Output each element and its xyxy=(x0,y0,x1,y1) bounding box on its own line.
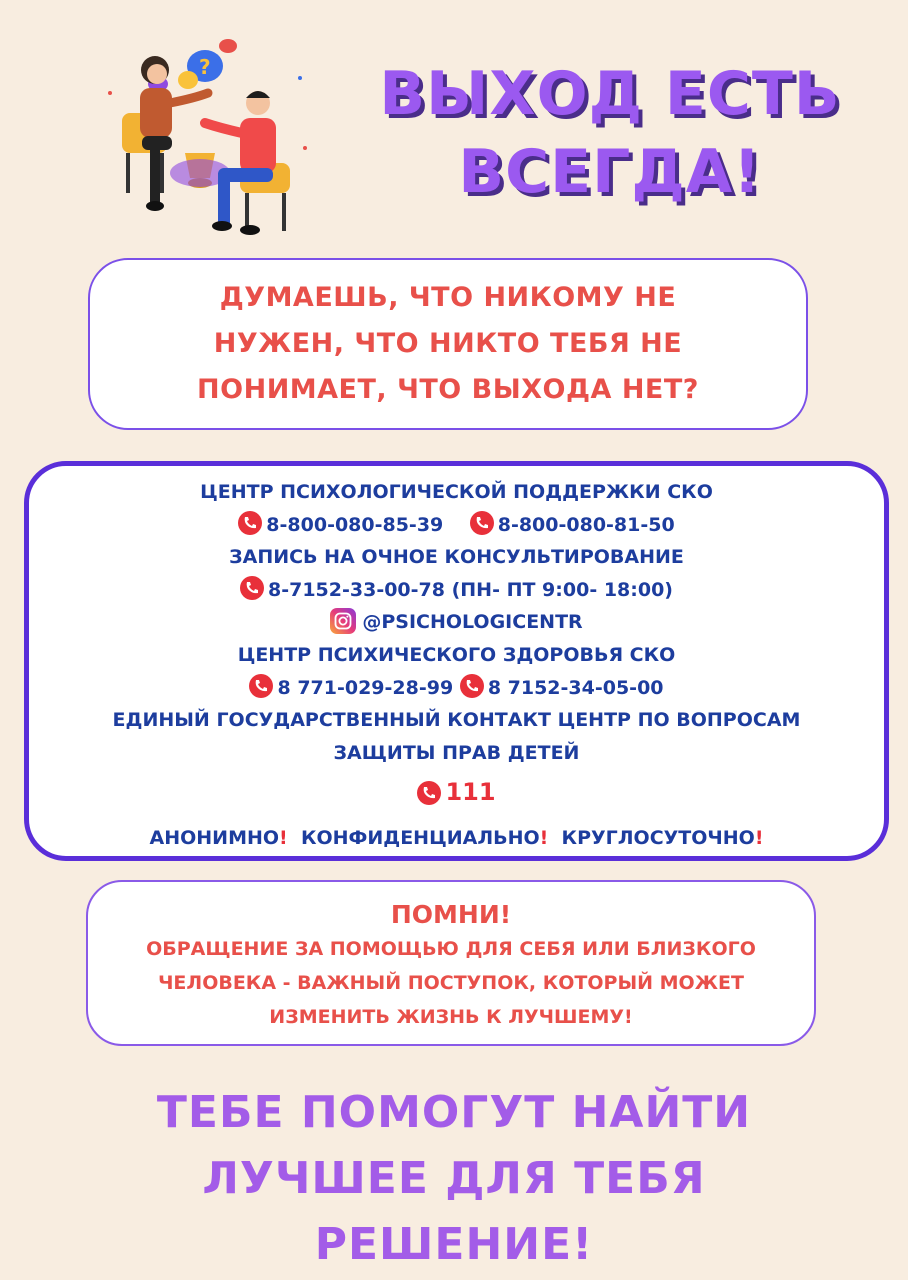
headline-line1: ВЫХОД ЕСТЬ xyxy=(379,59,841,129)
center2-phone1-link[interactable]: 8 771-029-28-99 xyxy=(277,676,454,699)
appointment-phone-link[interactable]: 8-7152-33-00-78 (ПН- ПТ 9:00- 18:00) xyxy=(268,578,673,601)
center2-phones xyxy=(29,672,884,705)
remember-line-2: ЧЕЛОВЕКА - ВАЖНЫЙ ПОСТУПОК, КОТОРЫЙ МОЖЕТ xyxy=(158,972,744,994)
tag-confidential: КОНФИДЕНЦИАЛЬНО xyxy=(300,827,540,850)
question-line-2: НУЖЕН, ЧТО НИКТО ТЕБЯ НЕ xyxy=(213,328,683,359)
exclamation: ! xyxy=(539,827,549,850)
tag-24-7: КРУГЛОСУТОЧНО xyxy=(561,827,755,850)
center1-phone1-link[interactable]: 8-800-080-85-39 xyxy=(266,513,444,536)
remember-line-3: ИЗМЕНИТЬ ЖИЗНЬ К ЛУЧШЕМУ! xyxy=(269,1006,633,1028)
phone-icon xyxy=(460,674,484,698)
instagram-icon xyxy=(330,608,356,634)
footer-line-2: ЛУЧШЕЕ ДЛЯ ТЕБЯ xyxy=(202,1153,706,1204)
appointment-phone-row xyxy=(29,574,884,607)
center2-title: ЦЕНТР ПСИХИЧЕСКОГО ЗДОРОВЬЯ СКО xyxy=(237,643,676,666)
center3-phone-row xyxy=(29,769,884,817)
counseling-illustration xyxy=(100,18,330,243)
headline-line2: ВСЕГДА! xyxy=(458,137,762,207)
center3-phone-link[interactable]: 111 xyxy=(445,778,496,807)
svg-text:?: ? xyxy=(199,55,211,79)
remember-box xyxy=(86,880,816,1046)
remember-line-1: ОБРАЩЕНИЕ ЗА ПОМОЩЬЮ ДЛЯ СЕБЯ ИЛИ БЛИЗКОГО xyxy=(146,938,756,960)
question-box xyxy=(88,258,808,430)
headline xyxy=(320,55,900,211)
question-line-1: ДУМАЕШЬ, ЧТО НИКОМУ НЕ xyxy=(219,282,677,313)
remember-title: ПОМНИ! xyxy=(390,900,512,929)
appointment-title: ЗАПИСЬ НА ОЧНОЕ КОНСУЛЬТИРОВАНИЕ xyxy=(229,546,684,569)
footer-message xyxy=(0,1080,908,1278)
question-line-3: ПОНИМАЕТ, ЧТО ВЫХОДА НЕТ? xyxy=(197,374,699,405)
tag-anonymous: АНОНИМНО xyxy=(149,827,280,850)
footer-line-1: ТЕБЕ ПОМОГУТ НАЙТИ xyxy=(156,1087,752,1138)
instagram-row xyxy=(29,606,884,639)
center1-phones xyxy=(29,509,884,542)
center2-phone2-link[interactable]: 8 7152-34-05-00 xyxy=(487,676,664,699)
exclamation: ! xyxy=(754,827,764,850)
phone-icon xyxy=(249,674,273,698)
footer-line-3: РЕШЕНИЕ! xyxy=(314,1219,594,1270)
center1-phone2-link[interactable]: 8-800-080-81-50 xyxy=(497,513,675,536)
center1-title: ЦЕНТР ПСИХОЛОГИЧЕСКОЙ ПОДДЕРЖКИ СКО xyxy=(200,481,713,503)
contacts-box xyxy=(24,461,889,861)
phone-icon xyxy=(240,576,264,600)
instagram-link[interactable]: @PSICHOLOGICENTR xyxy=(362,611,583,634)
center3-title-line1: ЕДИНЫЙ ГОСУДАРСТВЕННЫЙ КОНТАКТ ЦЕНТР ПО ВОПРОСАМ xyxy=(112,709,801,732)
center3-title-line2: ЗАЩИТЫ ПРАВ ДЕТЕЙ xyxy=(333,741,580,764)
phone-icon xyxy=(238,511,262,535)
exclamation: ! xyxy=(279,827,288,850)
phone-icon xyxy=(417,781,441,805)
tags-row xyxy=(29,817,884,859)
phone-icon xyxy=(470,511,494,535)
